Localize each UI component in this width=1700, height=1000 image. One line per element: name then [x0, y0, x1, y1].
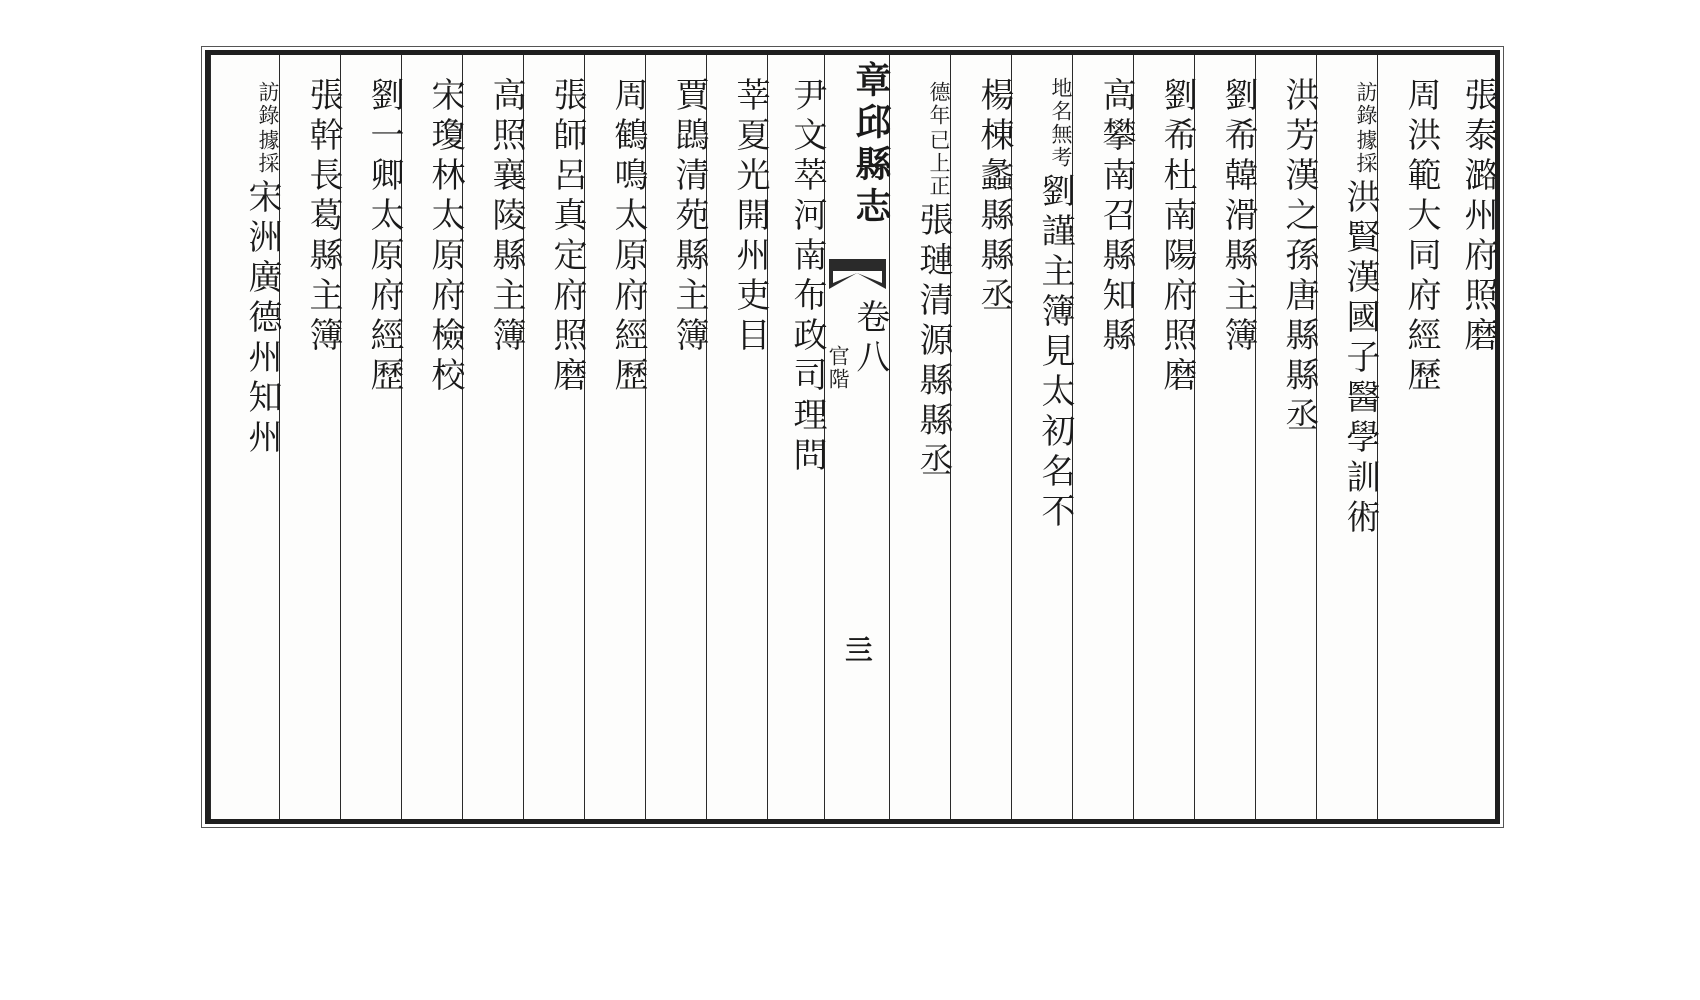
- column-text: 周鶴鳴太原府經歷: [608, 77, 648, 397]
- column-text: 周洪範大同府經歷: [1401, 77, 1441, 397]
- text-column: [889, 55, 953, 819]
- annotation-line: 已上正: [927, 129, 951, 198]
- annotation: [928, 81, 950, 198]
- column-text: 張泰潞州府照磨: [1458, 77, 1498, 357]
- text-column: [1194, 55, 1258, 819]
- text-column: [706, 55, 770, 819]
- column-text: 尹文萃河南布政司理問: [787, 77, 827, 477]
- text-column: [1255, 55, 1319, 819]
- text-column: [767, 55, 827, 819]
- annotation-line: 訪錄: [256, 81, 280, 127]
- text-column: [1011, 55, 1075, 819]
- fish-tail-mark-icon: [829, 259, 886, 293]
- column-text: 楊棟蠡縣縣丞: [974, 77, 1014, 317]
- text-column: [1072, 55, 1136, 819]
- text-column: [1316, 55, 1380, 819]
- column-text: 劉希杜南陽府照磨: [1157, 77, 1197, 397]
- annotation-line: 據採: [1354, 129, 1378, 175]
- annotation: [1355, 81, 1377, 175]
- book-page: [205, 50, 1500, 824]
- column-text: 劉一卿太原府經歷: [364, 77, 404, 397]
- column-text: 洪芳漢之孫唐縣縣丞: [1279, 77, 1319, 437]
- volume-number: 卷八: [849, 299, 890, 379]
- annotation-line: 訪錄: [1354, 81, 1378, 127]
- text-column: [279, 55, 343, 819]
- column-text: 宋洲廣德州知州: [242, 179, 282, 459]
- column-text: 高攀南召縣知縣: [1096, 77, 1136, 357]
- annotation-line: 德年: [927, 81, 951, 127]
- text-column: [1133, 55, 1197, 819]
- volume-label: [826, 299, 890, 391]
- section-name: 官階: [826, 345, 851, 391]
- column-text: 洪賢漢國子醫學訓術: [1340, 179, 1380, 539]
- text-column: [1438, 55, 1498, 819]
- annotation-line: 據採: [256, 129, 280, 175]
- column-text: 張幹長葛縣主簿: [303, 77, 343, 357]
- column-text: 莘夏光開州吏目: [730, 77, 770, 357]
- annotation: [257, 81, 279, 175]
- text-column: [523, 55, 587, 819]
- column-text: 劉希韓滑縣主簿: [1218, 77, 1258, 357]
- text-column: [462, 55, 526, 819]
- text-column: [401, 55, 465, 819]
- column-text: 高照襄陵縣主簿: [486, 77, 526, 357]
- column-text: 賈鵾清苑縣主簿: [669, 77, 709, 357]
- text-column: [950, 55, 1014, 819]
- page-number: 亖: [841, 635, 874, 663]
- column-text: 張師呂真定府照磨: [547, 77, 587, 397]
- text-column: [645, 55, 709, 819]
- annotation-line: 地名無考: [1049, 77, 1073, 169]
- text-column: [1377, 55, 1441, 819]
- column-text: 劉謹主簿見太初名不: [1035, 173, 1075, 533]
- text-column: [210, 55, 282, 819]
- book-title: 章邱縣志: [850, 61, 892, 229]
- text-column: [584, 55, 648, 819]
- column-text: 張璉清源縣縣丞: [913, 202, 953, 482]
- text-column: [340, 55, 404, 819]
- center-fold-column: [824, 55, 892, 819]
- column-text: 宋瓊林太原府檢校: [425, 77, 465, 397]
